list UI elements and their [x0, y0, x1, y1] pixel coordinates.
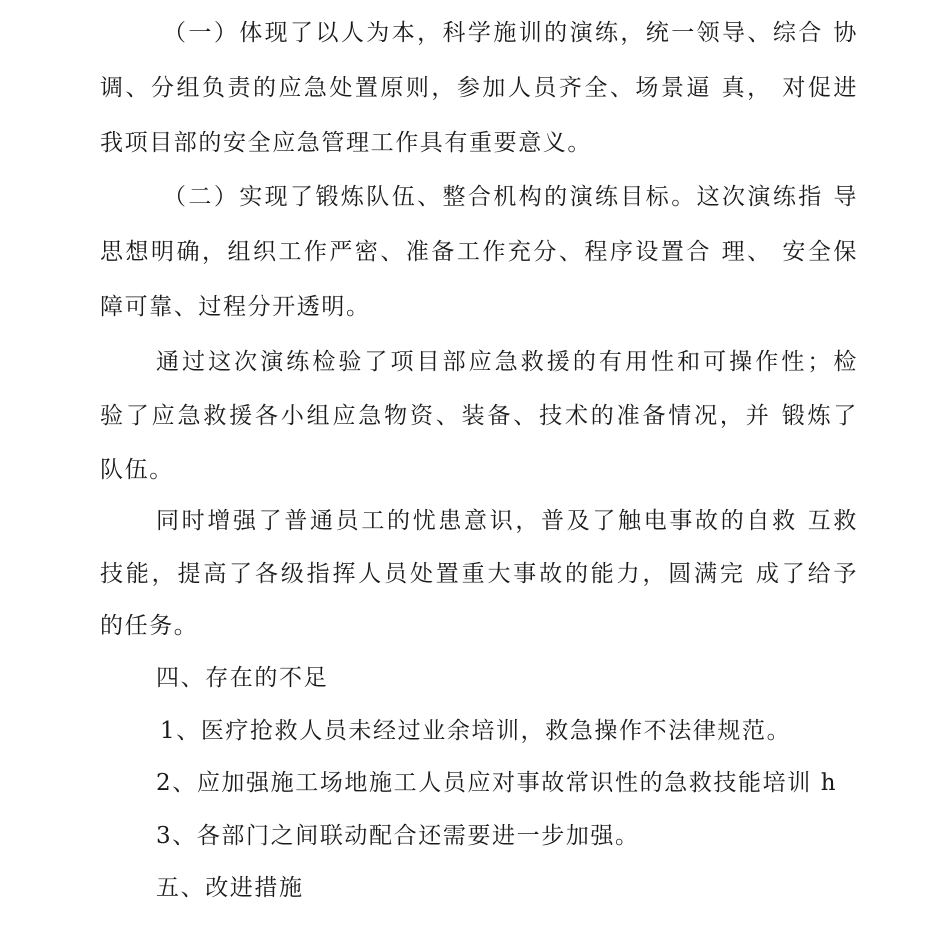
paragraph-2-line-2: 思想明确，组织工作严密、准备工作充分、程序设置合 理、 安全保	[100, 239, 858, 265]
paragraph-2-line-3: 障可靠、过程分开透明。	[100, 294, 371, 320]
paragraph-4-line-3: 的任务。	[100, 613, 199, 639]
paragraph-3-line-1: 通过这次演练检验了项目部应急救援的有用性和可操作性；检	[156, 349, 858, 375]
shortcoming-item-3: 3、各部门之间联动配合还需要进一步加强。	[156, 823, 640, 849]
shortcoming-item-1: 1、医疗抢救人员未经过业余培训，救急操作不法律规范。	[160, 718, 792, 744]
paragraph-3-line-2: 验了应急救援各小组应急物资、装备、技术的准备情况，并 锻炼了	[100, 403, 858, 429]
paragraph-1-line-1: （一）体现了以人为本，科学施训的演练，统一领导、综合 协	[163, 20, 858, 46]
paragraph-4-line-2: 技能，提高了各级指挥人员处置重大事故的能力，圆满完 成了给予	[100, 561, 858, 587]
paragraph-4-line-1: 同时增强了普通员工的忧患意识，普及了触电事故的自救 互救	[156, 508, 858, 534]
paragraph-2-line-1: （二）实现了锻炼队伍、整合机构的演练目标。这次演练指 导	[163, 184, 858, 210]
paragraph-1-line-3: 我项目部的安全应急管理工作具有重要意义。	[100, 130, 592, 156]
section-heading-shortcomings: 四、存在的不足	[156, 665, 329, 691]
section-heading-improvements: 五、改进措施	[156, 875, 304, 901]
paragraph-1-line-2: 调、分组负责的应急处置原则，参加人员齐全、场景逼 真， 对促进	[100, 75, 858, 101]
shortcoming-item-2: 2、应加强施工场地施工人员应对事故常识性的急救技能培训 h	[156, 770, 838, 796]
paragraph-3-line-3: 队伍。	[100, 457, 174, 483]
